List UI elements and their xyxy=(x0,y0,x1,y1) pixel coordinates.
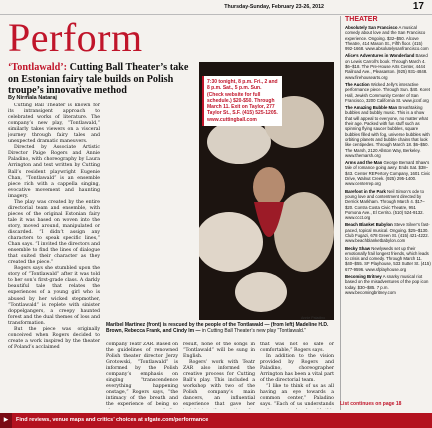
headline xyxy=(8,62,194,97)
paragraph: Rogers’ work with Teatr ZAR also informed the creative process for Cutting Ball’s play. This included a workshop with two of the Polish company’s main dancers, an influential experience that gave her xyxy=(183,360,255,408)
photo-credit: Annie Paladino xyxy=(301,316,326,320)
paragraph: that was not so safe or comfortable,” Rogers says. xyxy=(260,342,334,354)
listing-text: Wicked Jelly’s interactive performance piece. Through Sun. $40. Koret Hall, Jewish Community Center of San Francisco, 3200 California St. www.jccsf.org xyxy=(345,81,430,103)
listing-text: Newlyweds set up their emotionally frail longest friends, which leads to crisis and comedy. Through March 11. $40–$55. SF Playhouse, 533 Sutter St. (415) 677-9596. www.sfplayhouse.org xyxy=(345,245,431,272)
listing-text: Breathtaking bubbles and bubbly music. This is a show that will appeal to everyone, no matter what their age. Packed with fun stuff such as spinning flying saucer bubbles, square bubbles filled with fog, universe bubbles with orbiting planets and bubble chains that look like centipedes. Through March 18. $6–$50. The Marsh, 2120 Allston Way, Berkeley. www.themarsh.org xyxy=(345,105,430,158)
headline-kicker: ‘Tontlawald’: xyxy=(8,62,68,73)
listing-text: Neil Simon’s ode to young love and contentment directed by Derrick Markham. Through March 4. $17–$20. Contra Costa Civic Theatre, 951 Pomona Ave., El Cerrito. (510) 524-9132. www.ccct.org xyxy=(345,188,425,221)
headline-text: Cutting Ball Theater’s take on Estonian fairy tale builds on Polish troupe’s innovative method xyxy=(8,62,189,96)
paragraph: In addition to the vision provided by Rogers and Paladino, choreographer Arrington has been a vital part of the directorial team. xyxy=(260,354,334,384)
listing-title: Becky Shaw xyxy=(345,245,371,251)
bottom-promo-bar[interactable] xyxy=(0,413,432,428)
caption-text: in Cutting Ball Theater’s new play “Tontlawald.” xyxy=(200,328,306,335)
listing-title: Beach Blanket Babylon xyxy=(345,222,393,228)
paragraph: But the piece was originally conceived when Rogers decided to create a work inspired by the theater of Poland’s acclaimed xyxy=(8,326,100,350)
listing-text: Steve Silver’s fast-paced, topical musical. Ongoing. $25–$130. Club Fugazi, 678 Green St. (415) 421-4222. www.beachblanketbabylon.com xyxy=(345,222,430,244)
folio-page-number: 17 xyxy=(412,1,424,12)
photo-caption xyxy=(106,322,334,334)
body-column-2 xyxy=(106,342,178,409)
listing-item xyxy=(345,105,431,158)
arrow-right-icon: ▶ xyxy=(0,413,12,428)
body-column-3 xyxy=(183,342,255,409)
page-folio xyxy=(0,0,432,15)
listing-text: A musical comedy about love and the San Francisco experience. Ongoing. $32–$50. Alcove Theatre, 414 Mason St., Fifth floor. (415) 992-1668. www.absolutelysanfrancisco.com xyxy=(345,25,429,52)
caption-lead: Maribel Martinez (front) is rescued by the people of the Tontlawald — (from left) Madeline H.D. Brown, Rebecca Frank, and Cindy Im — xyxy=(106,322,329,335)
listing-item xyxy=(345,246,431,272)
listing-text: A snarky musical riot based on the misadventures of the pop icon today. $30–$85. 7 p.m. www.becomingbritney.com xyxy=(345,274,429,295)
body-column-1 xyxy=(8,103,100,408)
theater-listings-sidebar xyxy=(340,16,431,410)
byline: By Nirmala Nataraj xyxy=(8,95,57,101)
listing-title: Becoming Britney xyxy=(345,274,382,280)
paragraph: Rogers says she stumbled upon the story of “Tontlawald” after it was told to her son’s first-grade class. A darkly beautiful tale that relates the experiences of a young girl who is abused by her wicked stepmother, “Tontlawald” is replete with sinister doppelgangers, a creepy haunted forest and the dual themes of loss and transformation. xyxy=(8,266,100,326)
listing-item xyxy=(345,53,431,79)
section-flag: Perform xyxy=(8,15,143,60)
paragraph: “I like to think of us as all having an eye towards a common center,” Paladino says. “Each of us understands xyxy=(260,384,334,408)
listing-text: George Bernard Shaw’s tale of romance going awry. Ends Sat. $38–$43. Center REPertory Company, 1601 Civic Drive, Walnut Creek. (925) 295-1400. www.centerrep.org xyxy=(345,160,431,187)
promo-text: Find reviews, venue maps and critics’ choices at sfgate.com/performance xyxy=(16,417,209,423)
article xyxy=(8,16,334,410)
paragraph: Cutting Ball Theater is known for its intransigent approach to celebrated works of literature. The company’s new play, “Tontlawald,” similarly takes viewers on a visceral journey through fairy tales and unexpected dramatic maneuvers. xyxy=(8,103,100,145)
listing-title: The Auction xyxy=(345,81,370,87)
show-info-box: 7:30 tonight, 8 p.m. Fri., 2 and 8 p.m. Sat., 5 p.m. Sun. (Check website for full schedule.) $20-$50. Through March 11. Exit on Taylor, 277 Taylor St., S.F. (415) 525-1205. www.cuttingball.com xyxy=(202,76,282,126)
listing-item xyxy=(345,222,431,243)
listings-continued-note: List continues on page 18 xyxy=(340,401,402,407)
paragraph: The play was created by the entire directorial team and ensemble, with pieces of the original Estonian fairy tale it was based on woven into the story, moved around, manipulated or discarded. “I didn’t assign any characters to speak specific lines,” Chan says. “I invited the directors and ensemble to find the lines of dialogue that suited their character as they created the piece.” xyxy=(8,199,100,266)
listing-title: Barefoot in the Park xyxy=(345,188,386,194)
listing-text: Based on Lewis Carroll’s book. Through March 4. $6–$18. The Pre-House Arts Center, 4444 Railroad Ave., Pleasanton. (925) 931-4848. www.firehousearts.org xyxy=(345,53,428,80)
listing-item xyxy=(345,25,431,51)
listing-item xyxy=(345,274,431,295)
body-column-4 xyxy=(260,342,334,409)
listing-item xyxy=(345,160,431,186)
listing-item xyxy=(345,82,431,103)
paragraph: result, none of the songs in “Tontlawald” will be sung in English. xyxy=(183,342,255,360)
paragraph: company Teatr ZAR. Based on the guidelines of renowned Polish theater director Jerzy Grotowski, “Tontlawald” is informed by the Polish company’s emphasis on singing “transcendence everything happening onstage,” Rogers says, “the intimacy of the breath and the experience of being so xyxy=(106,342,178,408)
folio-date: Thursday-Sunday, February 23-26, 2012 xyxy=(224,4,324,10)
listing-title: Alice’s Adventures in Wonderland xyxy=(345,53,415,59)
listing-title: Arms and the Man xyxy=(345,160,383,166)
paragraph: Directed by Associate Artistic Director Paige Rogers and Annie Paladino, with choreography by Laura Arrington and text written by Cutting Ball’s resident playwright Eugenie Chan, “Tontlawald” is an ensemble piece rich with a cappella singing, evocative movement and haunting imagery. xyxy=(8,145,100,199)
listing-title: The Amazing Bubble Man xyxy=(345,105,398,111)
listing-item xyxy=(345,189,431,221)
sidebar-heading: THEATER xyxy=(345,16,378,23)
listing-title: Absolutely San Francisco xyxy=(345,25,398,30)
